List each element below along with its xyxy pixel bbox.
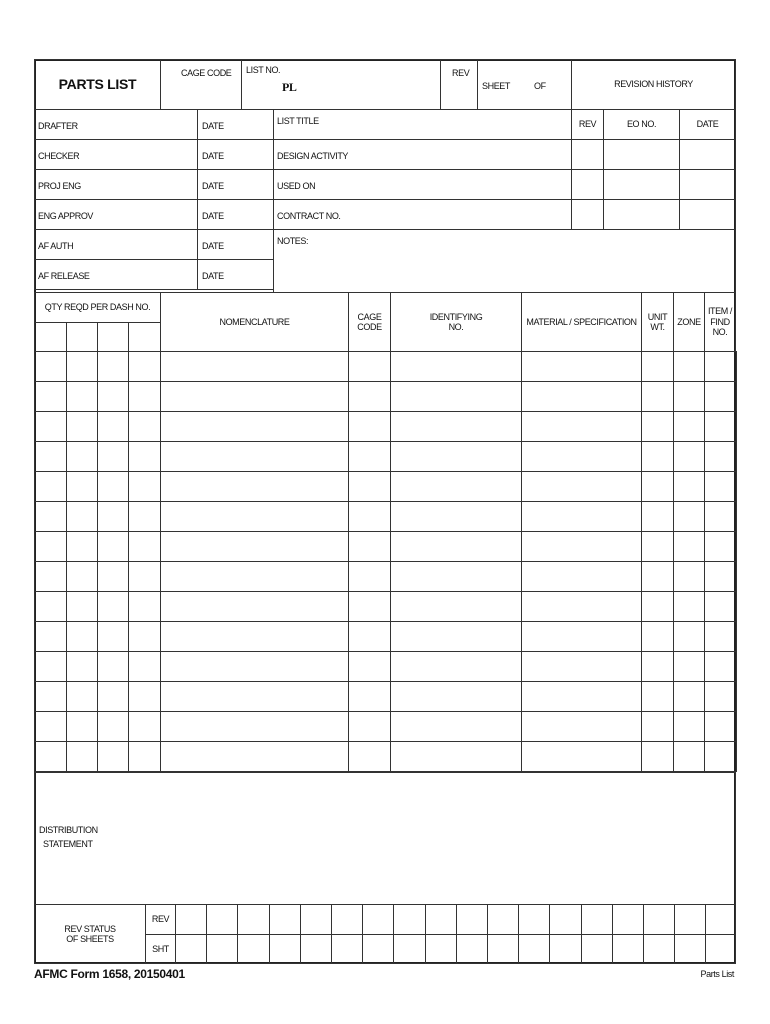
parts-table-cell[interactable]: [128, 591, 161, 622]
parts-table-cell[interactable]: [128, 741, 161, 772]
parts-table-cell[interactable]: [521, 591, 642, 622]
rev-status-rev-cell[interactable]: [705, 904, 736, 935]
rev-status-line2: OF SHEETS: [66, 934, 114, 944]
parts-table-cell[interactable]: [34, 351, 67, 382]
rev-status-rev-cell[interactable]: [331, 904, 363, 935]
signature-0-field[interactable]: [34, 109, 198, 140]
parts-table-cell[interactable]: [97, 651, 129, 682]
rev-status-rev-cell[interactable]: [393, 904, 426, 935]
parts-table-cell[interactable]: [641, 741, 674, 772]
parts-table-cell[interactable]: [34, 381, 67, 412]
parts-table-cell[interactable]: [128, 651, 161, 682]
parts-table-cell[interactable]: [348, 381, 391, 412]
parts-table-cell[interactable]: [97, 411, 129, 442]
signature-label: ENG APPROV: [38, 211, 94, 221]
parts-table-cell[interactable]: [390, 741, 522, 772]
signature-label: AF AUTH: [38, 241, 74, 251]
parts-table-cell[interactable]: [160, 441, 349, 472]
design-activity-label: DESIGN ACTIVITY: [277, 151, 349, 161]
parts-table-cell[interactable]: [97, 441, 129, 472]
rev-status-sht-cell[interactable]: [362, 934, 394, 964]
parts-table-cell[interactable]: [521, 351, 642, 382]
rev-status-rev-cell[interactable]: [425, 904, 457, 935]
signature-label: DRAFTER: [38, 121, 78, 131]
cage-code-label: CAGE CODE: [181, 68, 232, 78]
parts-table-cell[interactable]: [390, 591, 522, 622]
parts-table-cell[interactable]: [66, 561, 98, 592]
qty-dash-column-header[interactable]: [128, 322, 161, 352]
parts-table-cell[interactable]: [348, 711, 391, 742]
parts-table-cell[interactable]: [641, 531, 674, 562]
parts-table-cell[interactable]: [160, 681, 349, 712]
parts-table-cell[interactable]: [704, 471, 737, 502]
parts-table-cell[interactable]: [704, 381, 737, 412]
rev-status-sht-cell[interactable]: [331, 934, 363, 964]
signature-0-date-field[interactable]: [197, 109, 274, 140]
parts-table-cell[interactable]: [128, 711, 161, 742]
parts-table-cell[interactable]: [641, 471, 674, 502]
parts-table-cell[interactable]: [704, 621, 737, 652]
parts-table-cell[interactable]: [34, 561, 67, 592]
rev-status-sht-cell[interactable]: [612, 934, 644, 964]
parts-table-cell[interactable]: [641, 711, 674, 742]
parts-table-cell[interactable]: [97, 471, 129, 502]
parts-table-cell[interactable]: [128, 531, 161, 562]
distribution-statement-field[interactable]: [34, 772, 736, 905]
used-on-label: USED ON: [277, 181, 316, 191]
form-name: Parts List: [700, 969, 734, 979]
eo-no-col-header: EO NO.: [603, 109, 680, 140]
form-title: PARTS LIST: [34, 59, 161, 110]
parts-table-cell[interactable]: [34, 681, 67, 712]
cage-header-line1: CAGE: [357, 311, 382, 322]
parts-table-cell[interactable]: [97, 741, 129, 772]
parts-table-cell[interactable]: [348, 651, 391, 682]
signature-5-field[interactable]: [34, 259, 198, 290]
parts-table-cell[interactable]: [348, 441, 391, 472]
rev-status-sht-cell[interactable]: [456, 934, 488, 964]
parts-table-cell[interactable]: [348, 501, 391, 532]
parts-table-cell[interactable]: [641, 621, 674, 652]
item-header-line1: ITEM /: [707, 306, 733, 317]
parts-table-cell[interactable]: [390, 351, 522, 382]
parts-table-cell[interactable]: [390, 681, 522, 712]
signature-1-date-field[interactable]: [197, 139, 274, 170]
parts-table-cell[interactable]: [66, 651, 98, 682]
unit-wt-header: [641, 292, 674, 352]
parts-table-cell[interactable]: [390, 501, 522, 532]
rev-status-rev-cell[interactable]: [206, 904, 238, 935]
signature-label: CHECKER: [38, 151, 80, 161]
parts-table-cell[interactable]: [97, 381, 129, 412]
parts-table-cell[interactable]: [66, 441, 98, 472]
parts-table-cell[interactable]: [348, 531, 391, 562]
rev-status-rev-cell[interactable]: [612, 904, 644, 935]
parts-table-cell[interactable]: [34, 711, 67, 742]
parts-table-cell[interactable]: [673, 381, 705, 412]
parts-table-cell[interactable]: [673, 531, 705, 562]
sheet-field[interactable]: [477, 59, 572, 110]
parts-table-cell[interactable]: [521, 531, 642, 562]
parts-table-cell[interactable]: [348, 561, 391, 592]
rev-status-sht-label: SHT: [145, 934, 176, 964]
rev-field[interactable]: [440, 59, 478, 110]
signature-1-field[interactable]: [34, 139, 198, 170]
parts-table-cell[interactable]: [390, 381, 522, 412]
of-label: OF: [534, 81, 546, 91]
parts-table-cell[interactable]: [160, 351, 349, 382]
parts-table-cell[interactable]: [641, 381, 674, 412]
parts-table-cell[interactable]: [66, 501, 98, 532]
parts-table-cell[interactable]: [521, 561, 642, 592]
parts-table-cell[interactable]: [390, 561, 522, 592]
parts-table-cell[interactable]: [97, 501, 129, 532]
parts-table-cell[interactable]: [34, 471, 67, 502]
parts-table-cell[interactable]: [97, 621, 129, 652]
parts-table-cell[interactable]: [348, 471, 391, 502]
parts-table-cell[interactable]: [673, 471, 705, 502]
parts-table-cell[interactable]: [673, 621, 705, 652]
revision-row-eo[interactable]: [603, 139, 680, 170]
parts-table-cell[interactable]: [390, 531, 522, 562]
parts-table-cell[interactable]: [704, 561, 737, 592]
rev-status-sht-cell[interactable]: [300, 934, 332, 964]
design-activity-field[interactable]: [273, 139, 572, 170]
parts-table-cell[interactable]: [704, 501, 737, 532]
sheet-label: SHEET: [482, 81, 511, 91]
parts-table-cell[interactable]: [160, 501, 349, 532]
parts-table-cell[interactable]: [521, 381, 642, 412]
parts-table-cell[interactable]: [34, 411, 67, 442]
parts-table-cell[interactable]: [521, 411, 642, 442]
revision-row-rev[interactable]: [571, 169, 604, 200]
parts-table-cell[interactable]: [128, 561, 161, 592]
signature-5-date-field[interactable]: [197, 259, 274, 290]
parts-table-cell[interactable]: [521, 741, 642, 772]
parts-table-cell[interactable]: [128, 411, 161, 442]
parts-table-cell[interactable]: [673, 411, 705, 442]
material-header: MATERIAL / SPECIFICATION: [521, 292, 642, 352]
parts-table-cell[interactable]: [34, 651, 67, 682]
parts-table-cell[interactable]: [66, 741, 98, 772]
parts-table-cell[interactable]: [97, 591, 129, 622]
parts-table-cell[interactable]: [34, 591, 67, 622]
parts-table-cell[interactable]: [348, 591, 391, 622]
parts-table-cell[interactable]: [97, 351, 129, 382]
parts-table-cell[interactable]: [34, 531, 67, 562]
parts-table-cell[interactable]: [160, 711, 349, 742]
parts-table-cell[interactable]: [641, 411, 674, 442]
parts-table-cell[interactable]: [390, 471, 522, 502]
parts-table-cell[interactable]: [66, 411, 98, 442]
parts-table-cell[interactable]: [704, 711, 737, 742]
notes-label: NOTES:: [277, 236, 309, 246]
parts-table-cell[interactable]: [34, 621, 67, 652]
parts-table-cell[interactable]: [390, 711, 522, 742]
parts-table-cell[interactable]: [97, 681, 129, 712]
signature-label: AF RELEASE: [38, 271, 90, 281]
signature-3-field[interactable]: [34, 199, 198, 230]
rev-status-sht-cell[interactable]: [237, 934, 270, 964]
parts-table-cell[interactable]: [34, 741, 67, 772]
list-title-field[interactable]: [273, 109, 572, 140]
rev-status-rev-cell[interactable]: [237, 904, 270, 935]
parts-table-cell[interactable]: [641, 351, 674, 382]
parts-table-cell[interactable]: [521, 441, 642, 472]
identifying-no-header: [390, 292, 522, 352]
parts-table-cell[interactable]: [641, 651, 674, 682]
parts-table-cell[interactable]: [673, 501, 705, 532]
parts-table-cell[interactable]: [160, 531, 349, 562]
parts-table-cell[interactable]: [704, 591, 737, 622]
revision-row-date[interactable]: [679, 199, 736, 230]
item-find-header: [704, 292, 736, 352]
signature-3-date-field[interactable]: [197, 199, 274, 230]
item-header-line2: FIND: [710, 316, 730, 327]
parts-table-cell[interactable]: [673, 741, 705, 772]
parts-table-cell[interactable]: [521, 471, 642, 502]
distribution-label-line1: DISTRIBUTION: [39, 825, 98, 835]
parts-table-cell[interactable]: [673, 561, 705, 592]
cage-code-field[interactable]: [160, 59, 242, 110]
signature-2-date-field[interactable]: [197, 169, 274, 200]
revision-row-rev[interactable]: [571, 139, 604, 170]
parts-table-cell[interactable]: [673, 441, 705, 472]
parts-table-cell[interactable]: [641, 441, 674, 472]
zone-header: ZONE: [673, 292, 705, 352]
parts-table-cell[interactable]: [160, 561, 349, 592]
parts-table-cell[interactable]: [66, 351, 98, 382]
parts-table-cell[interactable]: [128, 381, 161, 412]
parts-table-cell[interactable]: [97, 711, 129, 742]
signature-2-field[interactable]: [34, 169, 198, 200]
revision-row-eo[interactable]: [603, 199, 680, 230]
parts-table-cell[interactable]: [160, 411, 349, 442]
notes-field[interactable]: [273, 229, 736, 293]
parts-table-cell[interactable]: [673, 651, 705, 682]
parts-table-cell[interactable]: [704, 741, 737, 772]
parts-table-cell[interactable]: [34, 441, 67, 472]
parts-table-cell[interactable]: [390, 411, 522, 442]
rev-status-rev-cell[interactable]: [581, 904, 613, 935]
parts-table-cell[interactable]: [673, 591, 705, 622]
signature-4-date-field[interactable]: [197, 229, 274, 260]
rev-status-sht-cell[interactable]: [269, 934, 301, 964]
rev-status-sht-cell[interactable]: [581, 934, 613, 964]
revision-row-date[interactable]: [679, 169, 736, 200]
parts-table-cell[interactable]: [160, 651, 349, 682]
parts-table-cell[interactable]: [66, 471, 98, 502]
rev-status-rev-cell[interactable]: [518, 904, 550, 935]
parts-table-cell[interactable]: [704, 351, 737, 382]
parts-table-cell[interactable]: [160, 471, 349, 502]
parts-table-cell[interactable]: [66, 711, 98, 742]
rev-status-sht-cell[interactable]: [549, 934, 582, 964]
signature-label: PROJ ENG: [38, 181, 81, 191]
nomenclature-header: NOMENCLATURE: [160, 292, 349, 352]
cage-code-header: [348, 292, 391, 352]
parts-table-cell[interactable]: [128, 471, 161, 502]
parts-table-cell[interactable]: [97, 561, 129, 592]
rev-col-header: REV: [571, 109, 604, 140]
rev-status-label: [34, 904, 146, 964]
list-no-label: LIST NO.: [246, 65, 281, 75]
parts-table-cell[interactable]: [348, 741, 391, 772]
rev-status-rev-cell[interactable]: [549, 904, 582, 935]
form-id: AFMC Form 1658, 20150401: [34, 967, 185, 981]
rev-status-sht-cell[interactable]: [643, 934, 675, 964]
parts-table-cell[interactable]: [66, 681, 98, 712]
rev-status-sht-cell[interactable]: [425, 934, 457, 964]
parts-table-cell[interactable]: [641, 561, 674, 592]
rev-status-rev-cell[interactable]: [300, 904, 332, 935]
parts-table-cell[interactable]: [66, 591, 98, 622]
unit-wt-header-line2: WT.: [650, 322, 665, 332]
contract-no-field[interactable]: [273, 199, 572, 230]
parts-table-cell[interactable]: [348, 621, 391, 652]
parts-table-cell[interactable]: [97, 531, 129, 562]
parts-table-cell[interactable]: [641, 501, 674, 532]
parts-table-cell[interactable]: [128, 621, 161, 652]
parts-table-cell[interactable]: [521, 651, 642, 682]
revision-row-date[interactable]: [679, 139, 736, 170]
parts-table-cell[interactable]: [66, 531, 98, 562]
identifying-header-line1: IDENTIFYING: [429, 311, 483, 322]
rev-status-sht-cell[interactable]: [518, 934, 550, 964]
parts-table-cell[interactable]: [673, 681, 705, 712]
date-label: DATE: [202, 151, 224, 161]
rev-status-sht-cell[interactable]: [206, 934, 238, 964]
parts-table-cell[interactable]: [160, 621, 349, 652]
parts-table-cell[interactable]: [160, 381, 349, 412]
parts-table-cell[interactable]: [66, 381, 98, 412]
qty-dash-column-header[interactable]: [97, 322, 129, 352]
parts-table-cell[interactable]: [641, 591, 674, 622]
revision-row-eo[interactable]: [603, 169, 680, 200]
parts-table-cell[interactable]: [160, 741, 349, 772]
rev-status-rev-cell[interactable]: [175, 904, 207, 935]
qty-dash-column-header[interactable]: [66, 322, 98, 352]
identifying-header-line2: NO.: [448, 322, 464, 332]
parts-table-cell[interactable]: [704, 651, 737, 682]
rev-status-rev-label: REV: [145, 904, 176, 935]
parts-table-cell[interactable]: [34, 501, 67, 532]
parts-table-cell[interactable]: [128, 441, 161, 472]
parts-table-cell[interactable]: [521, 681, 642, 712]
rev-status-sht-cell[interactable]: [175, 934, 207, 964]
parts-table-cell[interactable]: [66, 621, 98, 652]
parts-table-cell[interactable]: [704, 441, 737, 472]
rev-status-sht-cell[interactable]: [487, 934, 519, 964]
rev-status-line1: REV STATUS: [64, 923, 116, 934]
parts-table-cell[interactable]: [521, 501, 642, 532]
rev-status-sht-cell[interactable]: [393, 934, 426, 964]
contract-no-label: CONTRACT NO.: [277, 211, 341, 221]
distribution-label-line2: STATEMENT: [43, 839, 93, 849]
revision-history-header: REVISION HISTORY: [571, 59, 736, 110]
parts-table-cell[interactable]: [348, 681, 391, 712]
parts-table-cell[interactable]: [128, 501, 161, 532]
rev-status-rev-cell[interactable]: [487, 904, 519, 935]
parts-table-cell[interactable]: [128, 681, 161, 712]
date-label: DATE: [202, 121, 224, 131]
parts-table-cell[interactable]: [390, 621, 522, 652]
list-no-value: PL: [282, 80, 297, 94]
date-label: DATE: [202, 181, 224, 191]
rev-status-sht-cell[interactable]: [674, 934, 706, 964]
parts-table-cell[interactable]: [641, 681, 674, 712]
parts-table-cell[interactable]: [128, 351, 161, 382]
date-label: DATE: [202, 211, 224, 221]
parts-table-cell[interactable]: [390, 441, 522, 472]
item-header-line3: NO.: [712, 327, 728, 338]
parts-table-cell[interactable]: [704, 531, 737, 562]
parts-table-cell[interactable]: [348, 351, 391, 382]
unit-wt-header-line1: UNIT: [647, 311, 668, 322]
date-label: DATE: [202, 271, 224, 281]
qty-dash-column-header[interactable]: [34, 322, 67, 352]
date-col-header: DATE: [679, 109, 736, 140]
parts-table-cell[interactable]: [348, 411, 391, 442]
parts-table-cell[interactable]: [673, 711, 705, 742]
parts-table-cell[interactable]: [704, 411, 737, 442]
rev-status-sht-cell[interactable]: [705, 934, 736, 964]
parts-table-cell[interactable]: [673, 351, 705, 382]
qty-header: QTY REQD PER DASH NO.: [34, 292, 161, 323]
parts-table-cell[interactable]: [521, 621, 642, 652]
parts-table-cell[interactable]: [160, 591, 349, 622]
parts-table-cell[interactable]: [521, 711, 642, 742]
parts-table-cell[interactable]: [704, 681, 737, 712]
parts-table-cell[interactable]: [390, 651, 522, 682]
rev-label: REV: [452, 68, 470, 78]
revision-row-rev[interactable]: [571, 199, 604, 230]
list-no-field[interactable]: [241, 59, 441, 110]
list-title-label: LIST TITLE: [277, 116, 319, 126]
rev-status-rev-cell[interactable]: [674, 904, 706, 935]
date-label: DATE: [202, 241, 224, 251]
cage-header-line2: CODE: [357, 322, 382, 332]
rev-status-rev-cell[interactable]: [362, 904, 394, 935]
rev-status-rev-cell[interactable]: [269, 904, 301, 935]
rev-status-rev-cell[interactable]: [643, 904, 675, 935]
rev-status-rev-cell[interactable]: [456, 904, 488, 935]
used-on-field[interactable]: [273, 169, 572, 200]
signature-4-field[interactable]: [34, 229, 198, 260]
